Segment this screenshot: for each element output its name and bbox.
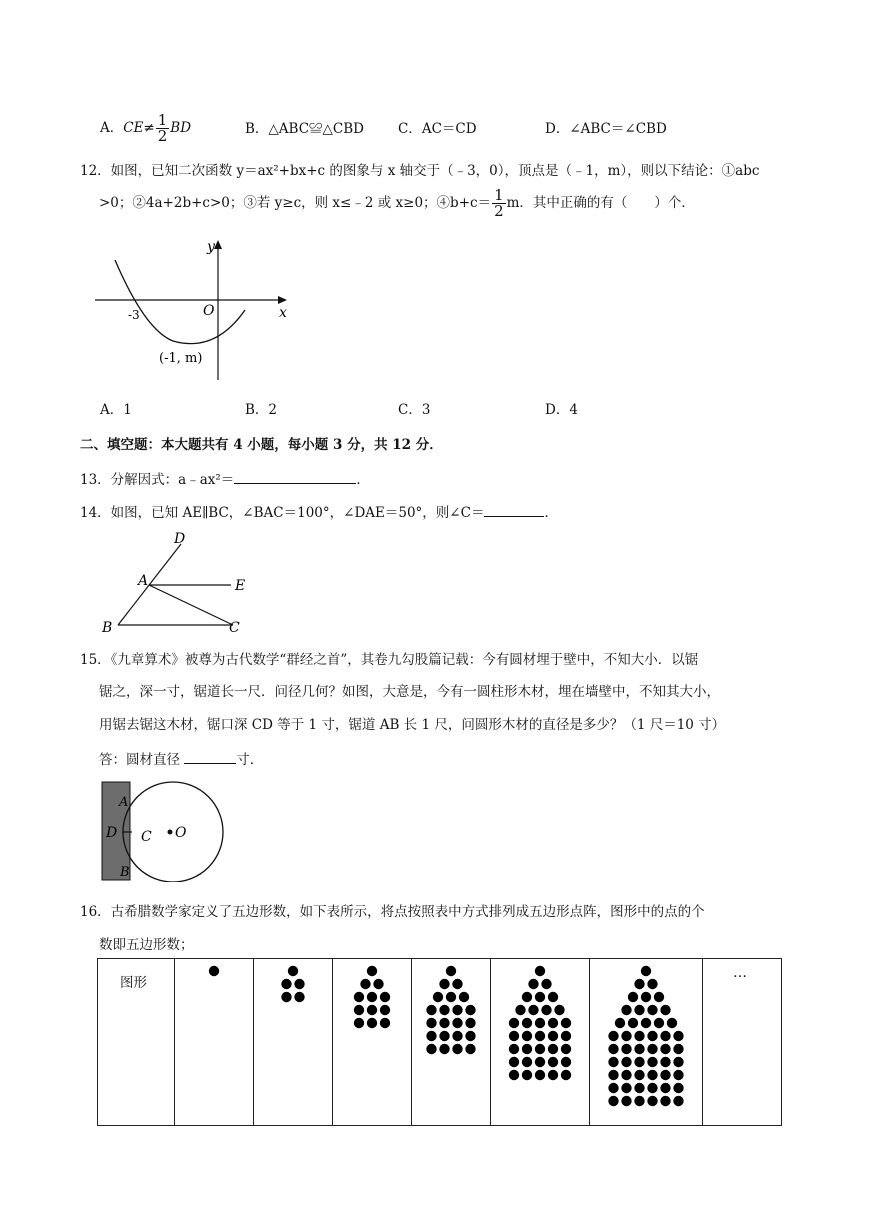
pentagon-cell-3: [333, 959, 412, 1126]
dot: [452, 1018, 462, 1028]
dot: [660, 1005, 670, 1015]
q14-text: 14．如图，已知 AE∥BC，∠BAC＝100°，∠DAE＝50°，则∠C＝: [80, 505, 485, 521]
dot: [281, 979, 291, 989]
dot: [634, 1005, 644, 1015]
table-row: [98, 959, 782, 1126]
dot: [535, 1044, 545, 1054]
point-label-o: O: [175, 825, 187, 841]
q11-option-d: D．∠ABC＝∠CBD: [545, 121, 667, 137]
dot: [360, 979, 370, 989]
dot: [548, 992, 558, 1002]
dot: [535, 992, 545, 1002]
vertex-label: (-1, m): [159, 351, 203, 366]
dot: [673, 1044, 683, 1054]
section-heading-fill-in: 二、填空题：本大题共有 4 小题，每小题 3 分，共 12 分．: [80, 437, 443, 453]
dot: [354, 992, 364, 1002]
fraction-numerator: 1: [494, 186, 504, 204]
dot: [608, 1083, 618, 1093]
point-label-d: D: [106, 825, 118, 841]
dot: [660, 1057, 670, 1067]
q14-answer-blank[interactable]: [484, 504, 544, 517]
dot: [509, 1070, 519, 1080]
q12-line1: 12．如图，已知二次函数 y＝ax²+bx+c 的图象与 x 轴交于（﹣3，0），顶点是（﹣1，m），则以下结论：①abc: [80, 163, 760, 179]
dot: [608, 1044, 618, 1054]
dot: [561, 1070, 571, 1080]
q12-line2-post: m．其中正确的有（ ）个．: [506, 195, 695, 211]
pentagon-cell-2: [254, 959, 333, 1126]
dot: [561, 1044, 571, 1054]
ellipsis-cell: [703, 959, 782, 1126]
dot: [634, 1083, 644, 1093]
point-label-a: A: [138, 573, 149, 589]
dot: [509, 1031, 519, 1041]
dot: [439, 1005, 449, 1015]
q15-answer: [99, 748, 263, 768]
dot: [647, 1044, 657, 1054]
q13: [80, 468, 370, 488]
dot: [354, 1018, 364, 1028]
dot: [561, 1057, 571, 1067]
dot: [647, 1096, 657, 1106]
dot: [509, 1044, 519, 1054]
dot: [452, 1031, 462, 1041]
dot: [528, 1005, 538, 1015]
y-axis-label: y: [207, 239, 215, 255]
point-label-b: B: [120, 865, 130, 880]
dot: [634, 1031, 644, 1041]
dot: [634, 1044, 644, 1054]
point-label-a: A: [119, 795, 129, 810]
dot: [608, 1070, 618, 1080]
q12-option-b: B．2: [245, 402, 278, 418]
dot: [452, 979, 462, 989]
q12-option-c: C．3: [398, 402, 431, 418]
q15-answer-pre: 答：圆材直径: [99, 752, 180, 768]
dot: [426, 1005, 436, 1015]
dot: [522, 1044, 532, 1054]
dot: [621, 1083, 631, 1093]
dot: [439, 1031, 449, 1041]
dot: [522, 1031, 532, 1041]
dot: [608, 1031, 618, 1041]
dot: [548, 1018, 558, 1028]
fraction-numerator: 1: [157, 111, 168, 129]
dot: [367, 1018, 377, 1028]
dot: [548, 1044, 558, 1054]
dot: [654, 992, 664, 1002]
q12-fraction: [492, 188, 506, 219]
table-header-label: 图形: [120, 975, 147, 991]
fraction-denominator: 2: [494, 202, 504, 220]
dot: [452, 1044, 462, 1054]
dot: [288, 966, 298, 976]
q15-line2: 锯之，深一寸，锯道长一尺．问径几何？如图，大意是，今有一圆柱形木材，埋在墙壁中，不知其大小，: [99, 684, 720, 700]
dot: [535, 1057, 545, 1067]
dot: [465, 1005, 475, 1015]
dot: [673, 1096, 683, 1106]
dot: [621, 1070, 631, 1080]
dot: [660, 1083, 670, 1093]
pentagon-figure-2: [254, 959, 332, 1121]
dot: [554, 1005, 564, 1015]
dot: [561, 1031, 571, 1041]
pentagon-figure-5: [491, 959, 589, 1121]
pentagon-cell-4: [412, 959, 491, 1126]
dot: [667, 1018, 677, 1028]
dot: [465, 1031, 475, 1041]
origin-label: O: [203, 303, 215, 319]
q11-option-a: [100, 113, 191, 144]
dot: [615, 1018, 625, 1028]
dot: [548, 1057, 558, 1067]
q14-parallel-lines-figure: [98, 528, 258, 638]
dot: [641, 1018, 651, 1028]
dot: [459, 992, 469, 1002]
log-circle: [123, 782, 223, 882]
dot: [294, 992, 304, 1002]
dot: [660, 1044, 670, 1054]
dot: [634, 1070, 644, 1080]
dot: [634, 979, 644, 989]
dot: [673, 1083, 683, 1093]
q11-option-a-pre: CE≠: [123, 120, 155, 136]
q15-line3: 用锯去锯这木材，锯口深 CD 等于 1 寸，锯道 AB 长 1 尺，问圆形木材的直径是多少？（1 尺＝10 寸）: [99, 717, 726, 733]
dot: [294, 979, 304, 989]
dot: [673, 1070, 683, 1080]
q15-answer-blank[interactable]: [184, 751, 236, 764]
dot: [621, 1044, 631, 1054]
root-label: -3: [128, 308, 140, 322]
dot: [367, 1005, 377, 1015]
pentagon-cell-6: [590, 959, 703, 1126]
y-axis-arrow-icon: [214, 240, 222, 249]
dot: [561, 1018, 571, 1028]
dot: [660, 1031, 670, 1041]
dot: [367, 966, 377, 976]
dot: [522, 992, 532, 1002]
dot: [647, 1031, 657, 1041]
dot: [647, 979, 657, 989]
dot: [634, 1096, 644, 1106]
pentagon-figure-1: [175, 959, 253, 1121]
dot: [509, 1057, 519, 1067]
pentagon-cell-1: [175, 959, 254, 1126]
dot: [452, 1005, 462, 1015]
dot: [426, 1044, 436, 1054]
dot: [647, 1057, 657, 1067]
dot: [535, 1018, 545, 1028]
x-axis-label: x: [279, 305, 287, 321]
dot: [354, 1005, 364, 1015]
dot: [608, 1057, 618, 1067]
pentagon-figure-4: [412, 959, 490, 1121]
dot: [673, 1057, 683, 1067]
dot: [281, 992, 291, 1002]
point-label-d: D: [174, 531, 186, 547]
point-label-b: B: [102, 620, 113, 636]
dot: [535, 1070, 545, 1080]
dot: [548, 1070, 558, 1080]
dot: [522, 1057, 532, 1067]
q11-option-c: C．AC＝CD: [398, 121, 477, 137]
dot: [634, 1057, 644, 1067]
x-axis-arrow-icon: [278, 296, 287, 304]
ellipsis: …: [733, 965, 747, 981]
dot: [209, 966, 219, 976]
dot: [446, 992, 456, 1002]
q11-option-a-fraction: [156, 113, 170, 144]
dot: [433, 992, 443, 1002]
parabola-curve: [115, 260, 245, 344]
q15-circle-wall-figure: [98, 780, 228, 882]
dot: [647, 1005, 657, 1015]
q15-line1: 15．《九章算术》被尊为古代数学“群经之首”，其卷九勾股篇记载：今有圆材埋于壁中，不知大小．以锯: [80, 652, 699, 668]
dot: [641, 992, 651, 1002]
q11-option-a-post: BD: [170, 120, 192, 136]
dot: [621, 1057, 631, 1067]
q12-line2: [99, 188, 695, 219]
q12-option-a: A．1: [100, 402, 132, 418]
dot: [509, 1018, 519, 1028]
line-ac: [149, 585, 233, 625]
dot: [548, 1031, 558, 1041]
fraction-denominator: 2: [157, 127, 168, 145]
q14-end: ．: [544, 505, 558, 521]
dot: [535, 966, 545, 976]
pentagon-figure-6: [590, 959, 702, 1121]
center-dot: [168, 830, 173, 835]
dot: [373, 979, 383, 989]
q13-answer-blank[interactable]: [234, 471, 356, 484]
dot: [465, 1018, 475, 1028]
dot: [380, 1005, 390, 1015]
q16-line2: 数即五边形数；: [99, 937, 194, 953]
dot: [621, 1031, 631, 1041]
dot: [528, 979, 538, 989]
point-label-e: E: [235, 578, 246, 594]
dot: [380, 1018, 390, 1028]
dot: [535, 1031, 545, 1041]
dot: [654, 1018, 664, 1028]
dot: [446, 966, 456, 976]
pentagon-cell-5: [491, 959, 590, 1126]
dot: [647, 1070, 657, 1080]
q12-line2-pre: >0；②4a+2b+c>0；③若 y≥c，则 x≤﹣2 或 x≥0；④b+c＝: [99, 195, 492, 211]
dot: [522, 1070, 532, 1080]
point-label-c: C: [229, 620, 240, 636]
dot: [621, 1096, 631, 1106]
dot: [621, 1005, 631, 1015]
q16-line1: 16．古希腊数学家定义了五边形数，如下表所示，将点按照表中方式排列成五边形点阵，图形中的点的个: [80, 904, 705, 920]
dot: [439, 1044, 449, 1054]
point-label-c: C: [141, 829, 152, 845]
dot: [439, 1018, 449, 1028]
dot: [641, 966, 651, 976]
q11-option-a-label: A．: [100, 120, 124, 136]
q14: [80, 501, 558, 521]
dot: [426, 1018, 436, 1028]
dot: [367, 992, 377, 1002]
dot: [541, 979, 551, 989]
q12-option-d: D．4: [545, 402, 578, 418]
pentagon-figure-3: [333, 959, 411, 1121]
pentagonal-number-table: [97, 958, 782, 1126]
dot: [465, 1044, 475, 1054]
dot: [515, 1005, 525, 1015]
dot: [426, 1031, 436, 1041]
dot: [673, 1031, 683, 1041]
dot: [608, 1096, 618, 1106]
table-header-cell: [98, 959, 175, 1126]
dot: [628, 1018, 638, 1028]
q13-end: ．: [356, 472, 370, 488]
dot: [439, 979, 449, 989]
q13-text: 13．分解因式：a﹣ax²＝: [80, 472, 235, 488]
dot: [647, 1083, 657, 1093]
q15-answer-post: 寸．: [236, 752, 264, 768]
dot: [660, 1096, 670, 1106]
dot: [628, 992, 638, 1002]
dot: [541, 1005, 551, 1015]
q11-option-b: B．△ABC≌△CBD: [245, 121, 365, 137]
q12-parabola-graph: [95, 235, 295, 385]
dot: [380, 992, 390, 1002]
dot: [660, 1070, 670, 1080]
dot: [522, 1018, 532, 1028]
